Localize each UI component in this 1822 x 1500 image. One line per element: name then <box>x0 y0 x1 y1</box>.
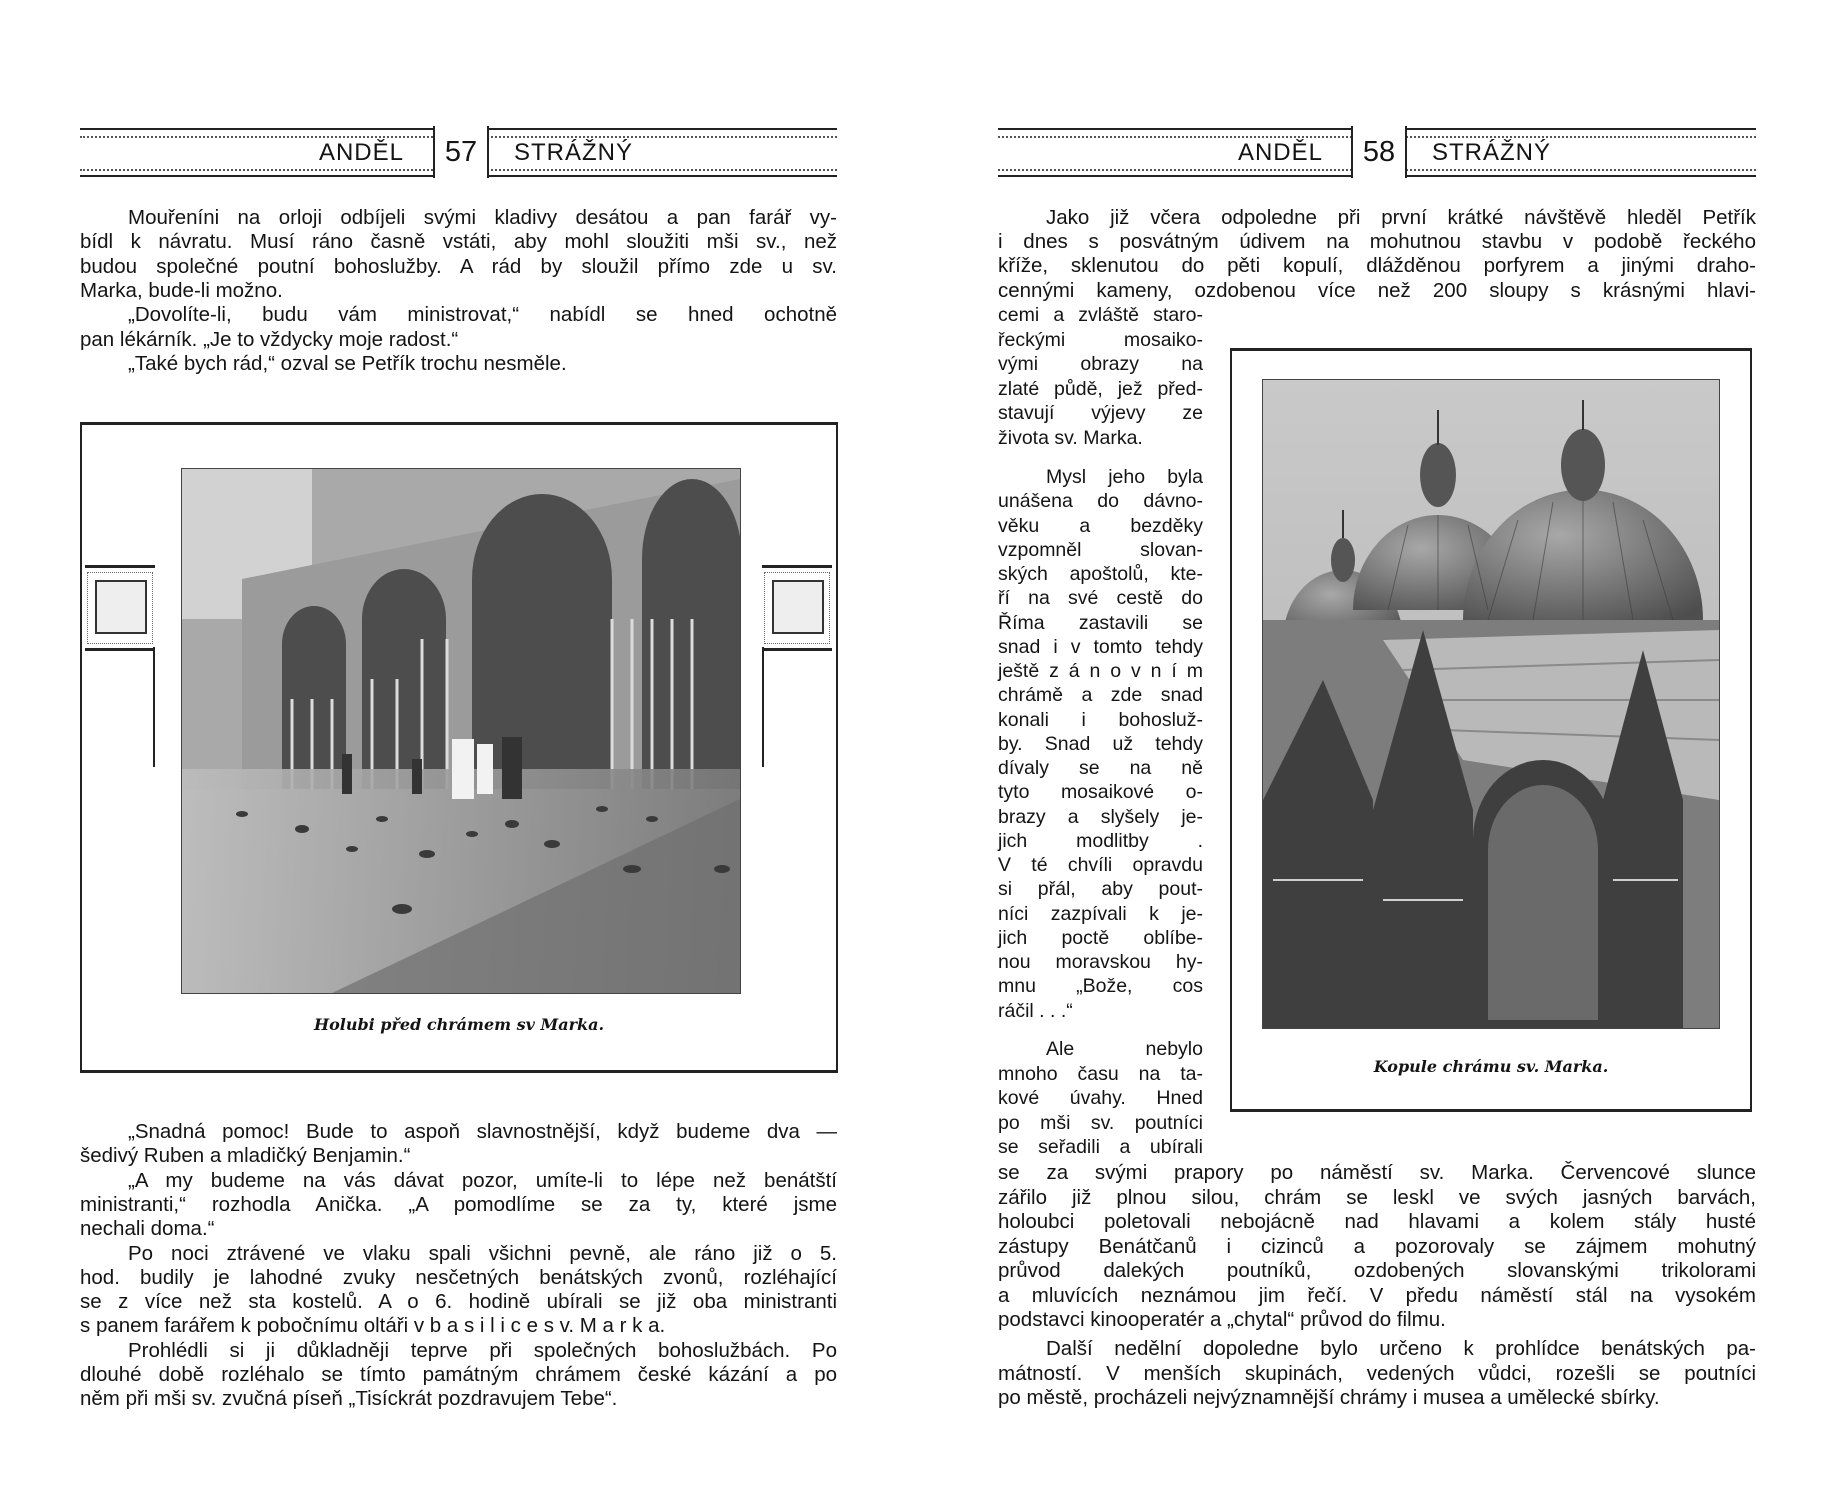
text-line: holoubci poletovali nebojácně nad hlavami a kolem stály husté <box>998 1210 1756 1233</box>
text-line: snad i v tomto tehdy <box>998 635 1203 658</box>
figure-caption: Kopule chrámu sv. Marka. <box>1373 1057 1609 1076</box>
text-line: ministranti,“ rozhodla Anička. „A pomodlíme se za ty, které jsme <box>80 1192 837 1216</box>
text-line: kříže, sklenutou do pěti kopulí, dlážděnou porfyrem a jinými draho- <box>998 254 1756 278</box>
text-line: Po noci ztrávené ve vlaku spali všichni pevně, ale ráno již o 5. <box>128 1241 837 1265</box>
text-line: Prohlédli si ji důkladněji teprve při společných bohoslužbách. Po <box>128 1338 837 1362</box>
running-header <box>998 126 1756 180</box>
text-line: stavují výjevy ze <box>998 402 1203 424</box>
text-line: dlouhé době rozléhalo se tímto památným chrámem české kázání a po <box>80 1363 837 1386</box>
text-line: „Dovolíte-li, budu vám ministrovat,“ nabídl se hned ochotně <box>128 303 837 327</box>
text-line: by. Snad už tehdy <box>998 732 1203 755</box>
ornament-stem <box>762 647 764 767</box>
text-line: bídl k návratu. Musí ráno časně vstáti, aby mohl sloužiti mši sv., než <box>80 230 837 254</box>
text-line: ještě z á n o v n í m <box>998 660 1203 682</box>
header-title-right: STRÁŽNÝ <box>514 139 634 166</box>
shield-ornament-icon <box>95 580 147 634</box>
text-line: Marka, bude-li možno. <box>80 278 283 302</box>
page-58 <box>998 0 1756 1500</box>
text-line: „A my budeme na vás dávat pozor, umíte-li to lépe než benátští <box>128 1168 837 1192</box>
text-line: Ale nebylo <box>1046 1038 1203 1060</box>
text-line: mnoho času na ta- <box>998 1062 1203 1085</box>
text-line: Říma zastavili se <box>998 611 1203 634</box>
ornament-right <box>762 565 832 651</box>
text-line: něm při mši sv. zvučná píseň „Tisíckrát pozdravujem Tebe“. <box>80 1387 618 1411</box>
figure-pigeons <box>80 422 838 1073</box>
page-number: 57 <box>433 126 489 178</box>
text-line: vými obrazy na <box>998 353 1203 375</box>
text-line: pan lékárník. „Je to vždycky moje radost.“ <box>80 327 459 351</box>
text-line: zástupy Benátčanů i cizinců a pozorovaly se zájmem mohutný <box>998 1234 1756 1258</box>
ornament-stem <box>153 647 155 767</box>
text-line: „Také bych rád,“ ozval se Petřík trochu nesměle. <box>128 351 567 375</box>
text-line: řeckými mosaiko- <box>998 328 1203 351</box>
text-line: podstavci kinooperatér a „chytal“ průvod do filmu. <box>998 1308 1446 1331</box>
header-title-left: ANDĚL <box>318 139 404 166</box>
text-line: s panem farářem k pobočnímu oltáři v b a s i l i c e s v. M a r k a. <box>80 1314 666 1338</box>
text-line: dívaly se na ně <box>998 757 1203 779</box>
text-line: ří na své cestě do <box>998 587 1203 610</box>
text-line: brazy a slyšely je- <box>998 805 1203 828</box>
text-line: Mouřeníni na orloji odbíjeli svými kladivy desátou a pan farář vy- <box>128 206 837 229</box>
text-line: vzpomněl slovan- <box>998 538 1203 561</box>
text-line: budou společné poutní bohoslužby. A rád by sloužil přímo zde u sv. <box>80 254 837 278</box>
running-header <box>80 126 837 180</box>
text-line: cennými kameny, ozdobenou více než 200 sloupy s krásnými hlavi- <box>998 278 1756 302</box>
ornament-left <box>85 565 155 651</box>
text-line: nechali doma.“ <box>80 1217 215 1241</box>
text-line: Jako již včera odpoledne při první krátké návštěvě hleděl Petřík <box>1046 206 1756 229</box>
text-line: si přál, aby pout- <box>998 878 1203 901</box>
text-line: zářilo již plnou silou, chrám se leskl ve svých jasných barvách, <box>998 1185 1756 1209</box>
header-title-left: ANDĚL <box>1237 139 1323 166</box>
text-line: „Snadná pomoc! Bude to aspoň slavnostnější, když budeme dva — <box>128 1120 837 1143</box>
text-line: ráčil . . .“ <box>998 999 1073 1022</box>
text-line: nou moravskou hy- <box>998 951 1203 973</box>
text-line: Mysl jeho byla <box>1046 466 1203 488</box>
text-line: zlaté půdě, jež před- <box>998 377 1203 400</box>
text-line: Další nedělní dopoledne bylo určeno k prohlídce benátských pa- <box>1046 1337 1756 1360</box>
text-line: cemi a zvláště staro- <box>998 304 1203 326</box>
text-line: konali i bohosluž- <box>998 708 1203 731</box>
text-line: V té chvíli opravdu <box>998 854 1203 876</box>
figure-domes <box>1230 348 1752 1112</box>
text-line: ských apoštolů, kte- <box>998 563 1203 585</box>
page-number: 58 <box>1351 126 1407 178</box>
text-line: se za svými prapory po náměstí sv. Marka. Červencové slunce <box>998 1161 1756 1184</box>
text-line: mátností. V menších skupinách, vedených vůdci, rozešli se poutníci <box>998 1361 1756 1385</box>
text-line: níci zazpívali k je- <box>998 902 1203 925</box>
text-line: šedivý Ruben a mladičký Benjamin.“ <box>80 1144 411 1168</box>
text-line: průvod dalekých poutníků, ozdobených slovanskými trikolorami <box>998 1259 1756 1282</box>
photo-st-marks-domes <box>1262 379 1720 1029</box>
text-line: i dnes s posvátným údivem na mohutnou stavbu v podobě řeckého <box>998 230 1756 254</box>
text-line: jich modlitby . <box>998 829 1203 852</box>
header-title-right: STRÁŽNÝ <box>1432 139 1552 166</box>
text-line: unášena do dávno- <box>998 490 1203 513</box>
text-line: kové úvahy. Hned <box>998 1087 1203 1109</box>
figure-caption: Holubi před chrámem sv Marka. <box>313 1015 605 1034</box>
shield-ornament-icon <box>772 580 824 634</box>
text-line: se seřadili a ubírali <box>998 1136 1203 1158</box>
text-line: po mši sv. poutníci <box>998 1111 1203 1134</box>
text-line: jich poctě oblíbe- <box>998 926 1203 949</box>
text-line: a mluvících neznámou jim řečí. V předu náměstí stál na vysokém <box>998 1283 1756 1307</box>
text-line: se z více než sta kostelů. A o 6. hodině ubírali se již oba ministranti <box>80 1290 837 1314</box>
text-line: hod. budily je lahodné zvuky nesčetných benátských zvonů, rozléhající <box>80 1265 837 1289</box>
text-line: mnu „Bože, cos <box>998 975 1203 998</box>
text-line: chrámě a zde snad <box>998 684 1203 707</box>
text-line: po městě, procházeli nejvýznamnější chrámy i musea a umělecké sbírky. <box>998 1386 1660 1410</box>
photo-st-marks-facade-pigeons <box>181 468 741 994</box>
text-line: tyto mosaikové o- <box>998 781 1203 804</box>
page-57 <box>80 0 837 1500</box>
text-line: života sv. Marka. <box>998 426 1143 449</box>
text-line: věku a bezděky <box>998 514 1203 537</box>
